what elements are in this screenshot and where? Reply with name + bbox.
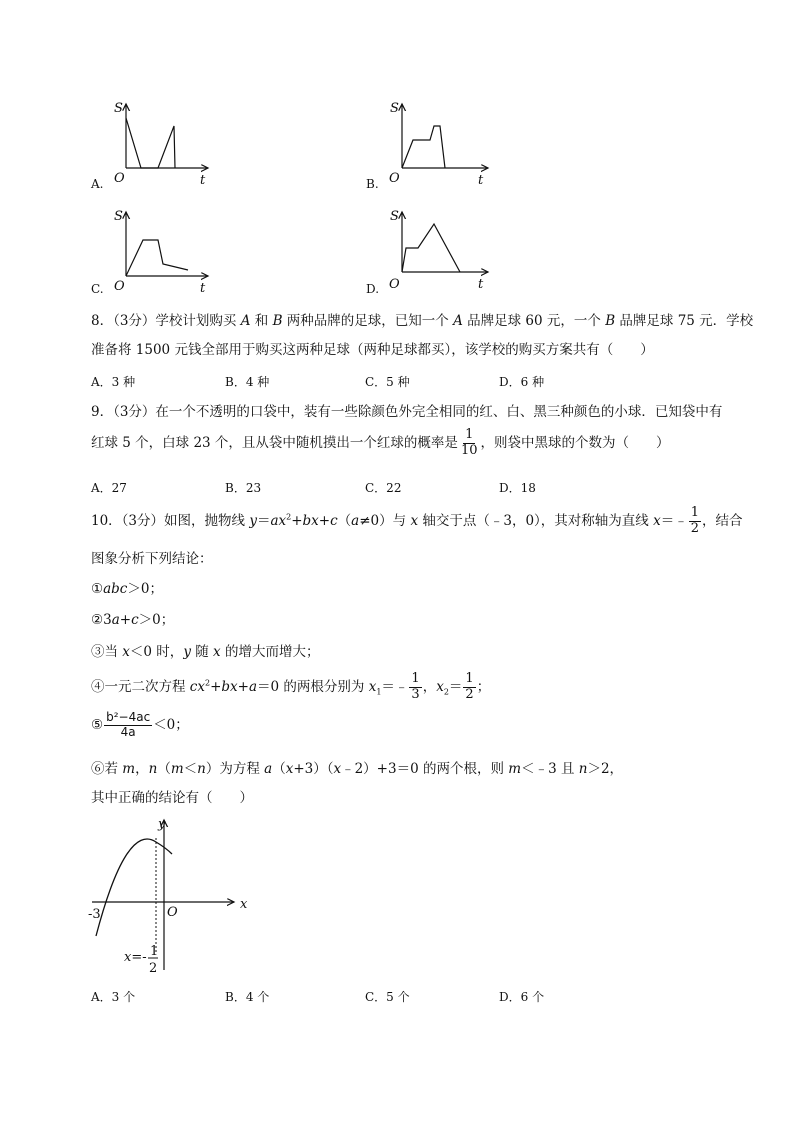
- axis-t-label: t: [478, 277, 484, 292]
- q10-option-d: D．6 个: [499, 990, 545, 1004]
- option-b-label: B.: [366, 177, 379, 191]
- axis-fraction-den: 2: [149, 961, 158, 976]
- origin-label: O: [167, 905, 178, 920]
- q8-option-d: D．6 种: [499, 375, 545, 389]
- q10-line2: 图象分析下列结论：: [91, 551, 213, 567]
- q8-line1: 8．（3分）学校计划购买 A 和 B 两种品牌的足球，已知一个 A 品牌足球 60 元，一个 B 品牌足球 75 元．学校: [91, 313, 754, 329]
- q8-option-c: C．5 种: [365, 375, 410, 389]
- q9-option-d: D．18: [499, 481, 536, 495]
- fraction: $\frac{1}{10}$: [460, 427, 478, 458]
- q9-line1: 9．（3分）在一个不透明的口袋中，装有一些除颜色外完全相同的红、白、黑三种颜色的小球．已知袋中有: [91, 404, 723, 420]
- q10-option-a: A．3 个: [91, 990, 136, 1004]
- conclusion-1: ①abc＞0；: [91, 581, 163, 597]
- option-d-label: D.: [366, 282, 380, 296]
- conclusion-4: ④一元二次方程 $cx^2+bx+a=0$ 的两根分别为 $x_1=﹣$ $\frac{1}{3}$ ，$x_2=$ $\frac{1}{2}$ ；: [91, 671, 491, 702]
- root-label: -3: [88, 907, 101, 922]
- fraction: $\frac{\text{b²−4ac}}{4a}$: [106, 710, 151, 739]
- option-a-label: A.: [91, 177, 104, 191]
- axis-t-label: t: [200, 173, 206, 188]
- axis-s-label: S: [390, 101, 399, 116]
- conclusion-3: ③当 x＜0 时，y 随 x 的增大而增大；: [91, 644, 320, 660]
- graph-option-a: [108, 96, 218, 188]
- axis-equation-prefix: x=-: [124, 950, 147, 965]
- axis-s-label: S: [114, 101, 123, 116]
- q10-option-b: B．4 个: [225, 990, 270, 1004]
- graph-option-b: [388, 96, 498, 188]
- origin-label: O: [114, 171, 125, 186]
- conclusion-5: ⑤ $\frac{\text{b²−4ac}}{4a}$ ＜0；: [91, 710, 189, 739]
- y-axis-label: y: [158, 817, 166, 832]
- q8-line2: 准备将 1500 元钱全部用于购买这两种足球（两种足球都买），该学校的购买方案共有（ ）: [91, 342, 654, 358]
- x-axis-label: x: [240, 897, 248, 912]
- graph-option-c: [108, 204, 218, 296]
- parabola-graph: [86, 812, 266, 977]
- origin-label: O: [389, 171, 400, 186]
- option-c-label: C.: [91, 282, 104, 296]
- q10-tail: 其中正确的结论有（ ）: [91, 790, 253, 806]
- q9-option-c: C．22: [365, 481, 402, 495]
- graph-option-d: [388, 204, 498, 296]
- q9-option-b: B．23: [225, 481, 262, 495]
- q9-line2: 红球 5 个，白球 23 个，且从袋中随机摸出一个红球的概率是 $\frac{1}{10}$ ，则袋中黑球的个数为（ ）: [91, 427, 670, 458]
- origin-label: O: [114, 279, 125, 294]
- axis-s-label: S: [390, 209, 399, 224]
- conclusion-6: ⑥若 m，n（m＜n）为方程 a（x+3）（x﹣2）+3＝0 的两个根，则 m＜﹣3 且 n＞2，: [91, 761, 624, 777]
- conclusion-2: ②3a+c＞0；: [91, 612, 175, 628]
- axis-t-label: t: [200, 281, 206, 296]
- origin-label: O: [389, 277, 400, 292]
- axis-fraction-num: 1: [150, 944, 159, 959]
- q8-option-b: B．4 种: [225, 375, 270, 389]
- axis-t-label: t: [478, 173, 484, 188]
- axis-s-label: S: [114, 209, 123, 224]
- q10-line1: 10．（3分）如图，抛物线 $y=ax^2+bx+c(a\ne 0)$与 x 轴交于点（﹣3，0），其对称轴为直线 x＝﹣ $\frac{1}{2}$ ，结合: [91, 505, 743, 536]
- q10-option-c: C．5 个: [365, 990, 410, 1004]
- q9-option-a: A．27: [91, 481, 127, 495]
- q8-option-a: A．3 种: [91, 375, 136, 389]
